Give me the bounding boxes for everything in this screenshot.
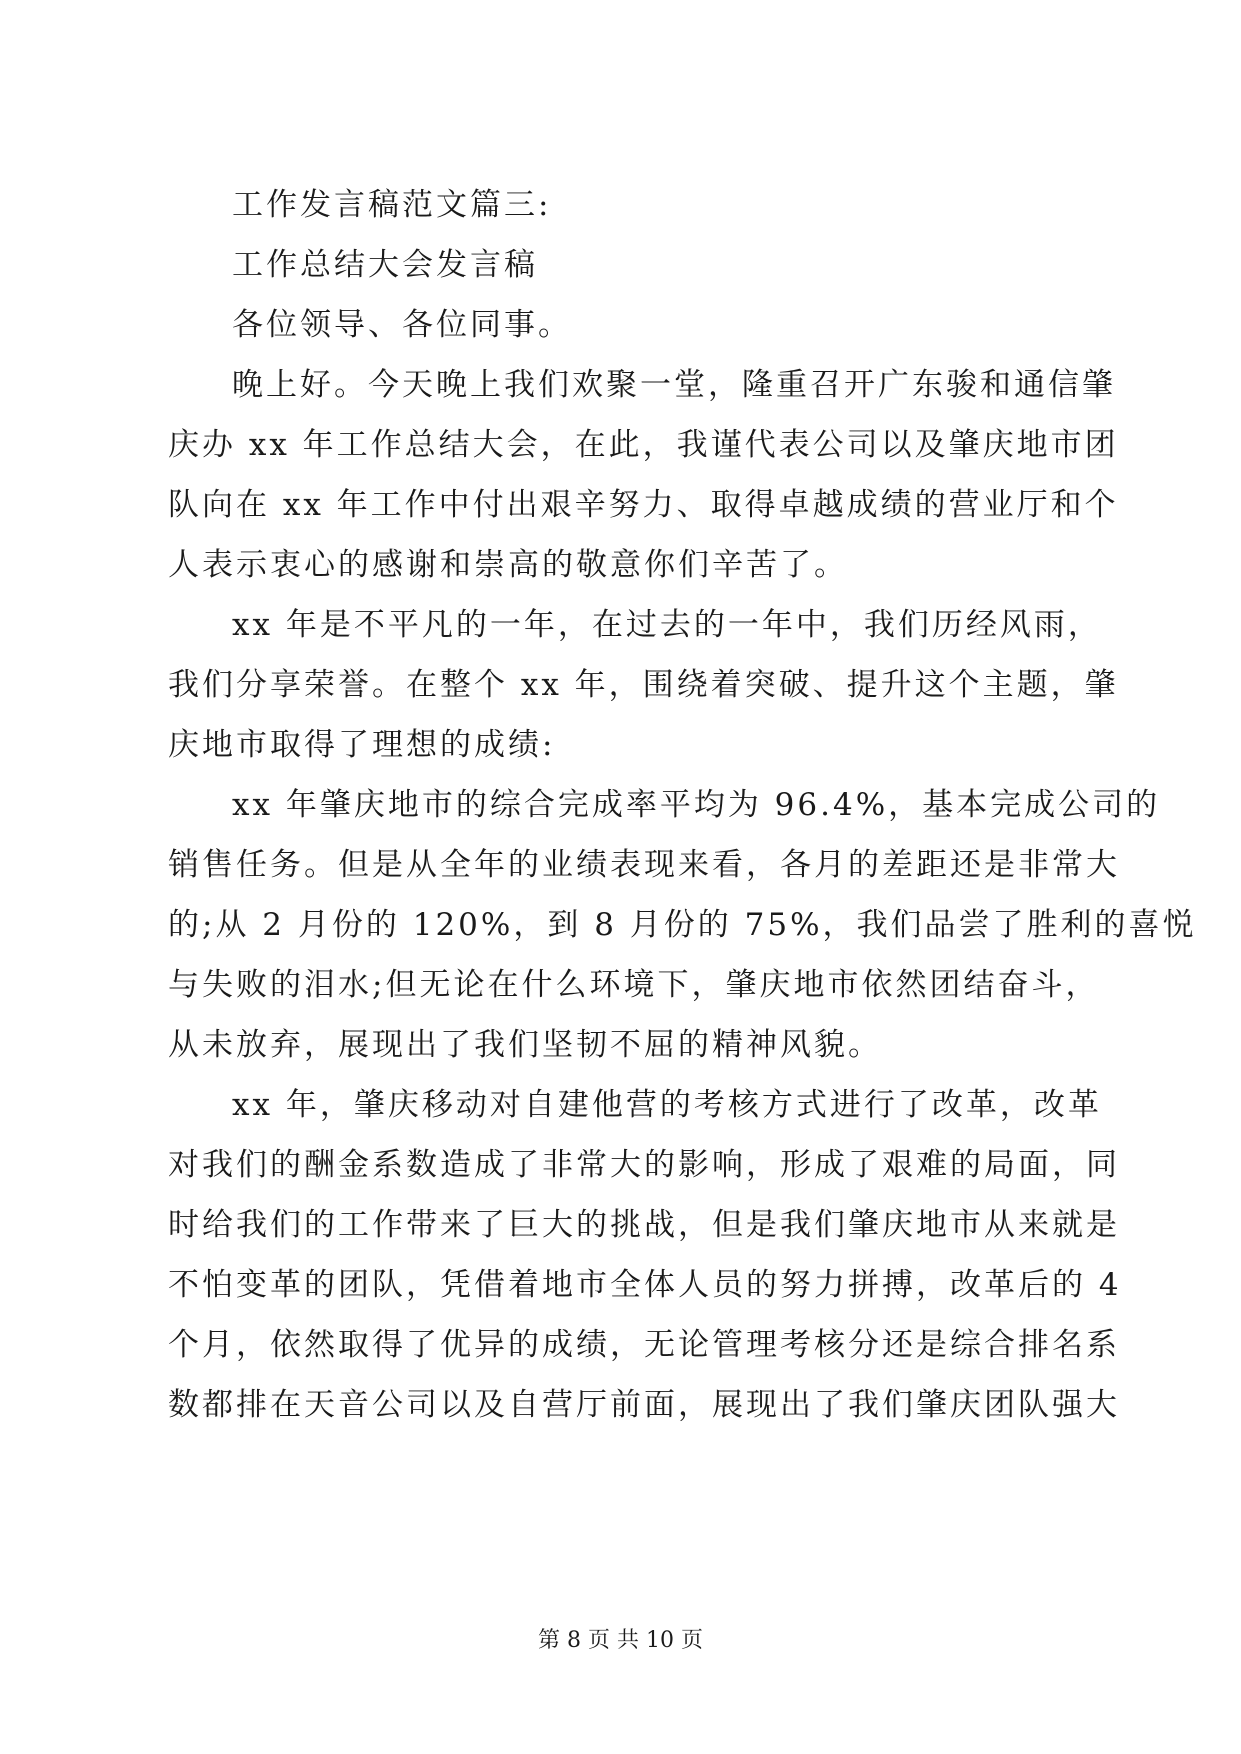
paragraph-line: 不怕变革的团队，凭借着地市全体人员的努力拼搏，改革后的 4 <box>168 1267 1122 1303</box>
paragraph-line: 时给我们的工作带来了巨大的挑战，但是我们肇庆地市从来就是 <box>168 1207 1120 1243</box>
paragraph-line: 晚上好。今天晚上我们欢聚一堂，隆重召开广东骏和通信肇 <box>232 367 1116 403</box>
page-number-footer: 第 8 页 共 10 页 <box>538 1628 703 1653</box>
paragraph-line: xx 年是不平凡的一年，在过去的一年中，我们历经风雨， <box>232 607 1102 643</box>
paragraph-line: xx 年肇庆地市的综合完成率平均为 96.4%，基本完成公司的 <box>232 787 1161 823</box>
paragraph-line: 的;从 2 月份的 120%，到 8 月份的 75%，我们品尝了胜利的喜悦 <box>168 907 1197 943</box>
speech-title: 工作总结大会发言稿 <box>232 247 538 283</box>
paragraph-line: 对我们的酬金系数造成了非常大的影响，形成了艰难的局面，同 <box>168 1147 1120 1183</box>
section-heading: 工作发言稿范文篇三: <box>232 187 552 223</box>
paragraph-line: 我们分享荣誉。在整个 xx 年，围绕着突破、提升这个主题，肇 <box>168 667 1119 703</box>
paragraph-line: 从未放弃，展现出了我们坚韧不屈的精神风貌。 <box>168 1027 882 1063</box>
paragraph-line: xx 年，肇庆移动对自建他营的考核方式进行了改革，改革 <box>232 1087 1102 1123</box>
paragraph-line: 销售任务。但是从全年的业绩表现来看，各月的差距还是非常大 <box>168 847 1120 883</box>
paragraph-line: 人表示衷心的感谢和崇高的敬意你们辛苦了。 <box>168 547 848 583</box>
paragraph-line: 队向在 xx 年工作中付出艰辛努力、取得卓越成绩的营业厅和个 <box>168 487 1119 523</box>
paragraph-line: 与失败的泪水;但无论在什么环境下，肇庆地市依然团结奋斗， <box>168 967 1100 1003</box>
paragraph-line: 庆地市取得了理想的成绩: <box>168 727 556 763</box>
paragraph-line: 个月，依然取得了优异的成绩，无论管理考核分还是综合排名系 <box>168 1327 1120 1363</box>
paragraph-line: 数都排在天音公司以及自营厅前面，展现出了我们肇庆团队强大 <box>168 1387 1120 1423</box>
salutation: 各位领导、各位同事。 <box>232 307 572 343</box>
paragraph-line: 庆办 xx 年工作总结大会，在此，我谨代表公司以及肇庆地市团 <box>168 427 1119 463</box>
